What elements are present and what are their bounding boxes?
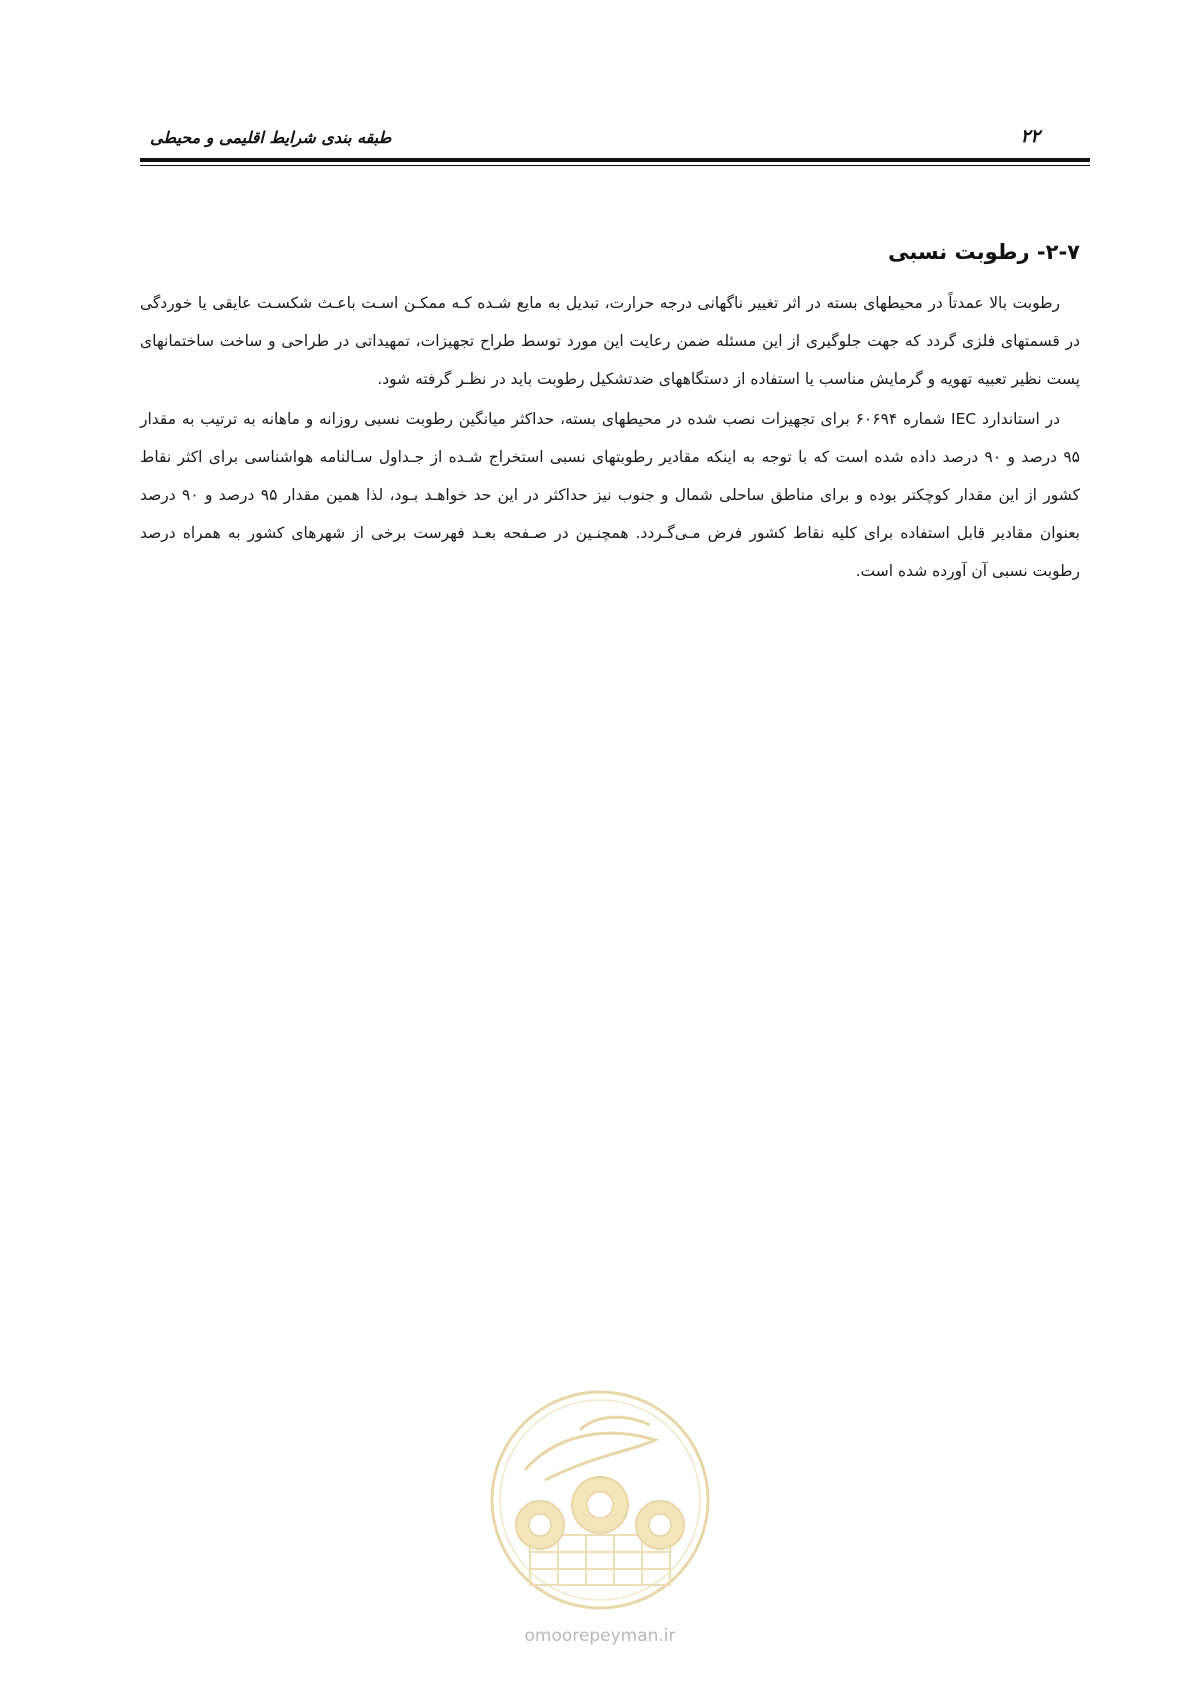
watermark-site: omoorepeyman.ir [524, 1626, 676, 1646]
header-rule-thin [140, 165, 1090, 166]
header-rule-thick [140, 158, 1090, 162]
paragraph-1: رطوبت بالا عمدتاً در محیطهای بسته در اثر تغییر ناگهانی درجه حرارت، تبدیل به مایع شـده کـه ممکـن اسـت باعـث شکسـت عایقی یا خوردگی در قسمتهای فلزی گردد که جهت جلوگیری از این مسئله ضمن رعایت این مورد توسط طراح تجهیزات، تمهیداتی در طراحی و ساخت ساختمانهای پست نظیر تعبیه تهویه و گرمایش مناسب یا استفاده از دستگاههای ضدتشکیل رطوبت باید در نظـر گرفته شود. [140, 294, 1080, 388]
section-content [140, 240, 1080, 592]
paragraph-2: در استاندارد IEC شماره ۶۰۶۹۴ برای تجهیزات نصب شده در محیطهای بسته، حداکثر میانگین رطوبت نسبی روزانه و ماهانه به ترتیب به مقدار ۹۵ درصد و ۹۰ درصد داده شده است که با توجه به اینکه مقادیر رطوبتهای نسبی استخراج شـده از جـداول سـالنامه هواشناسی برای اکثر نقاط کشور از این مقدار کوچکتر بوده و برای مناطق ساحلی شمال و جنوب نیز حداکثر در این حد خواهـد بـود، لذا همین مقدار ۹۵ درصد و ۹۰ درصد بعنوان مقادیر قابل استفاده برای کلیه نقاط کشور فرض مـی‌گـردد. همچنـین در صـفحه بعـد فهرست برخی از شهرهای کشور به همراه درصد رطوبت نسبی آن آورده شده است. [140, 410, 1080, 580]
running-header-title: طبقه بندی شرایط اقلیمی و محیطی [150, 128, 392, 147]
watermark-logo-icon [485, 1385, 715, 1615]
section-heading: ۲-۷- رطوبت نسبی [888, 240, 1080, 264]
page-number: ۲۲ [1020, 126, 1040, 147]
